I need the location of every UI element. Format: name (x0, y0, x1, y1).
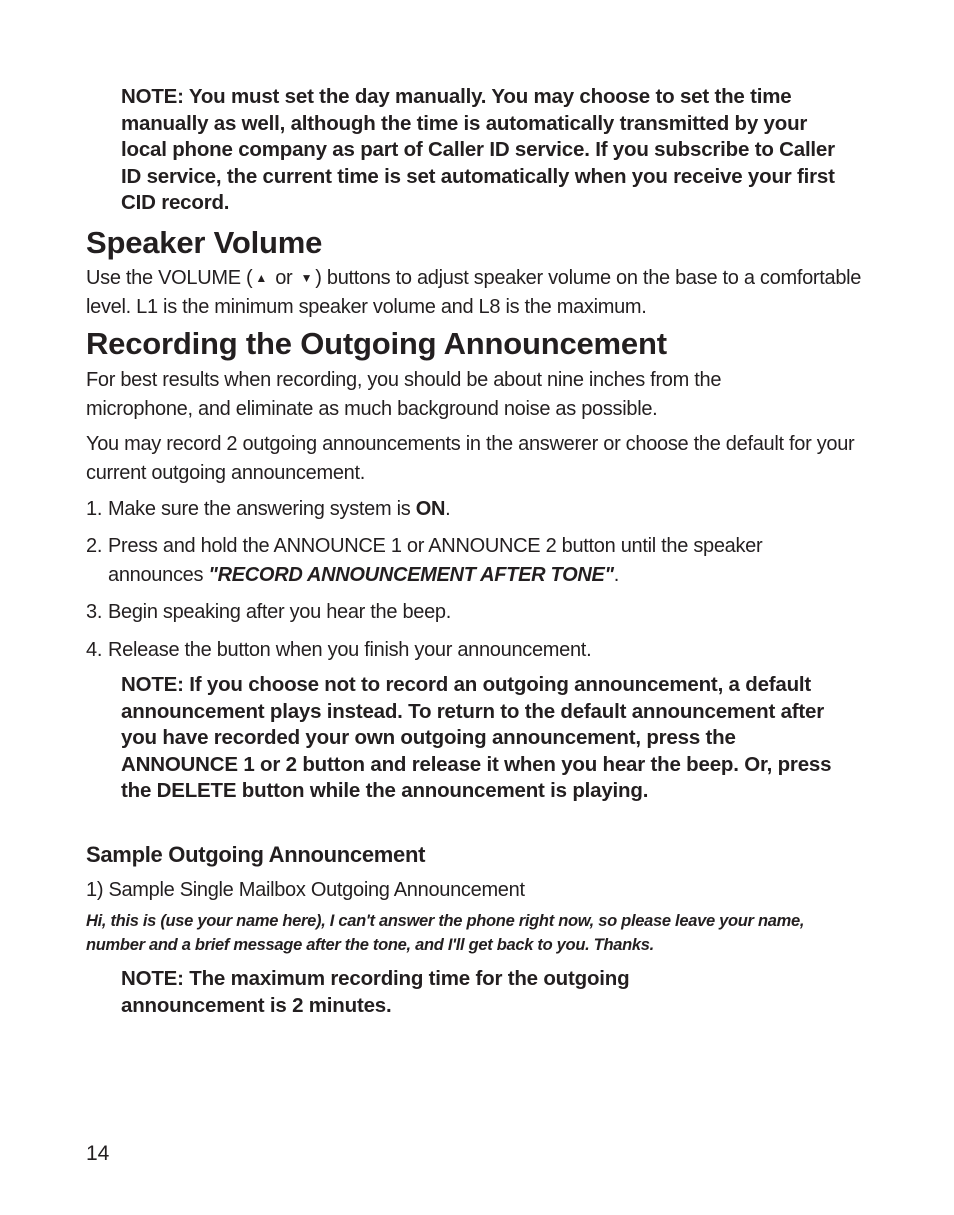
speaker-volume-text-or: or (275, 267, 293, 289)
step-text: Release the button when you finish your announcement. (108, 639, 592, 661)
note-max-recording-time: NOTE: The maximum recording time for the outgoing announcement is 2 minutes. (121, 967, 630, 1017)
recording-paragraph-record-two: You may record 2 outgoing announcements in the answerer or choose the default for your current outgoing announcement. (86, 433, 855, 484)
step-number: 2. (86, 535, 103, 557)
triangle-down-icon: ▼ (300, 271, 313, 285)
step-number: 4. (86, 639, 103, 661)
step-number: 3. (86, 601, 103, 623)
speaker-volume-text-after: ) buttons to adjust speaker volume on the base to a comfortable level. L1 is the minimum speaker volume and L8 is the maximum. (86, 267, 862, 318)
recording-paragraph-best-results: For best results when recording, you should be about nine inches from the microphone, and eliminate as much background noise as possible. (86, 369, 722, 420)
heading-sample-announcement: Sample Outgoing Announcement (86, 842, 426, 867)
step-3 (86, 598, 451, 627)
heading-recording-announcement: Recording the Outgoing Announcement (86, 326, 667, 361)
step-tail: . (613, 564, 619, 586)
step-4 (86, 636, 591, 665)
step-continuation (86, 561, 846, 590)
speaker-volume-text (86, 264, 886, 322)
sample-announcement-text: Hi, this is (use your name here), I can't answer the phone right now, so please leave your name, number and a brief message after the tone, and I'll get back to you. Thanks. (86, 912, 805, 954)
step-1 (86, 495, 450, 524)
triangle-up-icon: ▲ (255, 271, 267, 285)
step-quote: "RECORD ANNOUNCEMENT AFTER TONE" (208, 564, 614, 586)
step-tail: . (445, 498, 451, 520)
speaker-volume-text-before: Use the VOLUME ( (86, 267, 253, 289)
step-bold-on: ON (415, 498, 446, 520)
step-2 (86, 532, 846, 590)
heading-speaker-volume: Speaker Volume (86, 225, 323, 260)
step-text: Begin speaking after you hear the beep. (108, 601, 451, 623)
sample-subheading: 1) Sample Single Mailbox Outgoing Announcement (86, 879, 525, 901)
step-text: Make sure the answering system is (108, 498, 416, 520)
note-set-day: NOTE: You must set the day manually. You may choose to set the time manually as well, although the time is automatically transmitted by your local phone company as part of Caller ID service. If you subscribe to Caller ID service, the current time is set automatically when you receive your first CID record. (121, 85, 835, 214)
step-text: Press and hold the ANNOUNCE 1 or ANNOUNCE 2 button until the speaker (108, 535, 763, 557)
page-number: 14 (86, 1142, 110, 1165)
note-default-announcement: NOTE: If you choose not to record an outgoing announcement, a default announcement plays instead. To return to the default announcement after you have recorded your own outgoing announcement, press the ANNOUNCE 1 or 2 button and release it when you hear the beep. Or, press the DELETE button while the announcement is playing. (121, 673, 832, 802)
step-number: 1. (86, 498, 103, 520)
step-text-2: announces (108, 564, 209, 586)
